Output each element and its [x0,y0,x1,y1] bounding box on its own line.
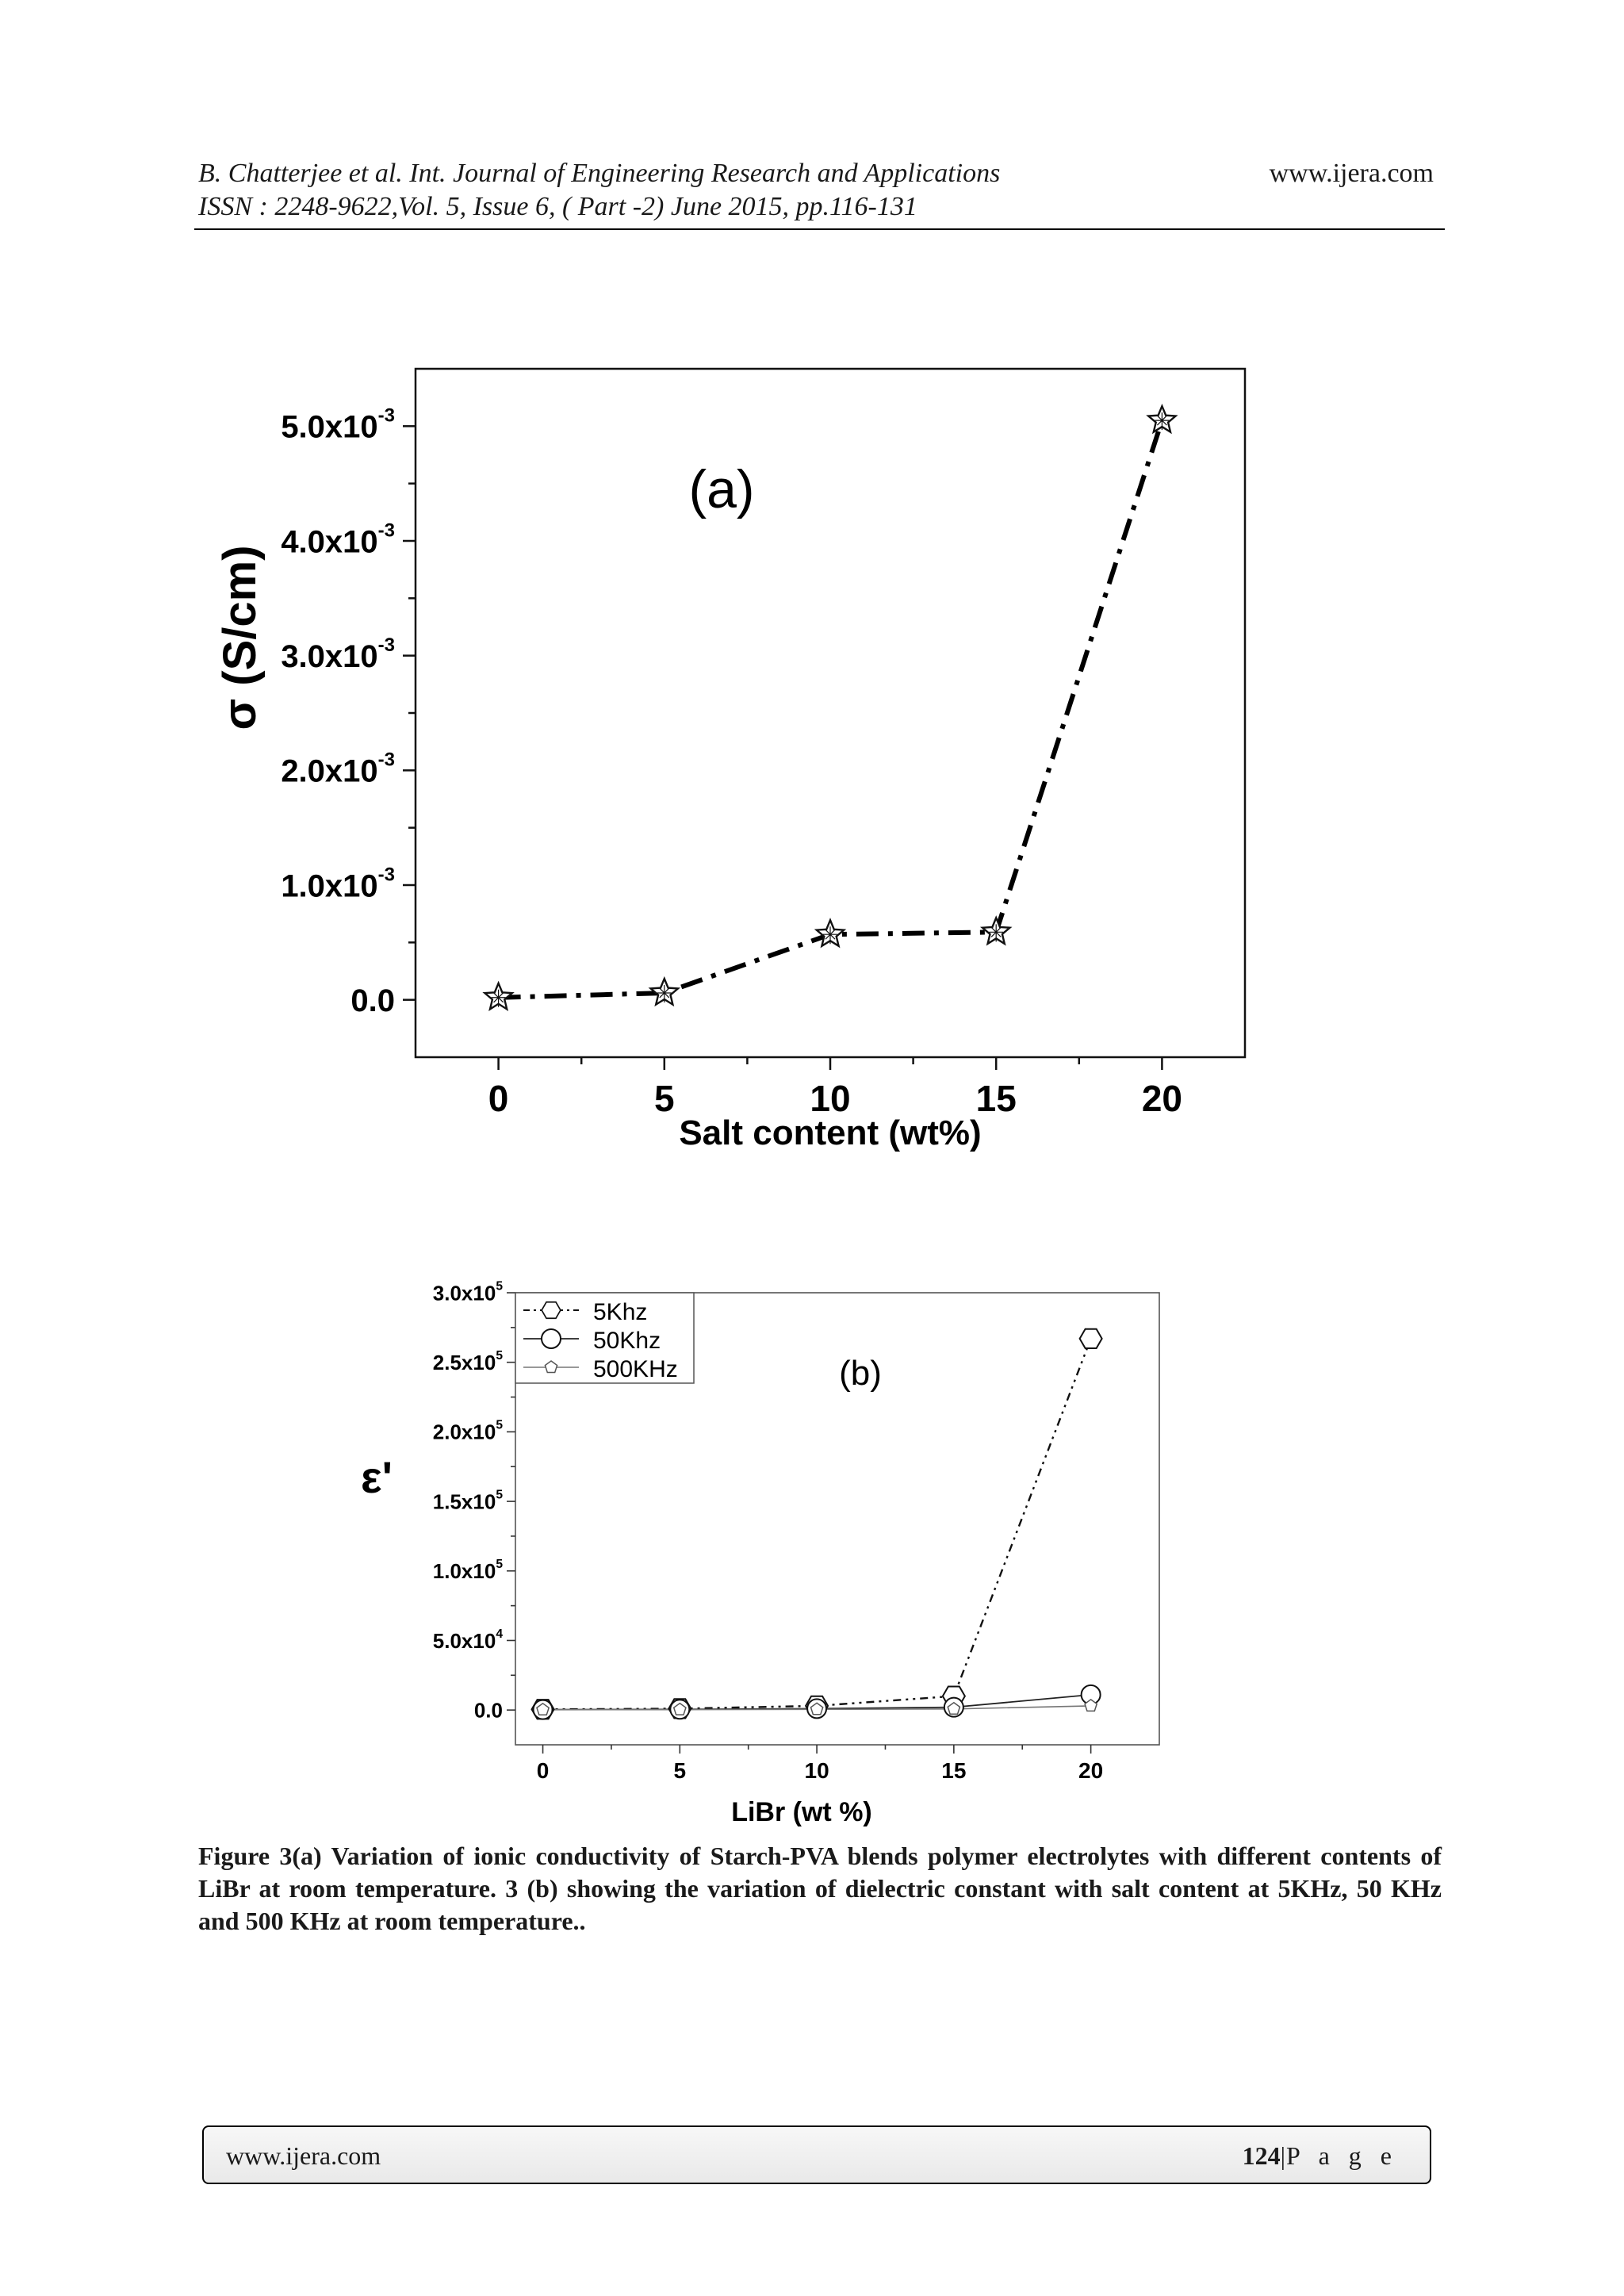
data-point-star [817,920,844,946]
chart-a-frame [416,369,1245,1057]
data-point-star [982,918,1009,944]
chart-a-panel-label: (a) [688,459,755,519]
legend-500khz-label: 500KHz [593,1356,678,1382]
legend-50khz-label: 50Khz [593,1328,661,1354]
chart-b [361,1279,1159,1827]
y-tick-label: $2.0x10^{-3}$ [281,749,395,789]
x-tick-label: 15 [941,1758,967,1783]
data-point-hexagon [1080,1329,1102,1348]
legend-5khz-marker [542,1302,561,1319]
x-tick-label: 5 [654,1078,675,1119]
data-point-star [651,979,678,1005]
y-tick-label: $1.0x10^5$ [432,1558,503,1584]
page-word: P a g e [1285,2141,1398,2170]
x-tick-label: 10 [804,1758,829,1783]
data-point-star [1148,406,1175,432]
page-number: 124 [1242,2141,1281,2170]
x-tick-label: 5 [673,1758,687,1783]
chart-b-markers [532,1329,1102,1719]
y-tick-label: $2.5x10^5$ [432,1349,503,1375]
chart-b-legend [515,1293,694,1383]
chart-b-ylabel: ε' [361,1452,393,1502]
page-footer [202,2125,1431,2184]
chart-a-xlabel: Salt content (wt%) [679,1114,982,1152]
header-issn-line: ISSN : 2248-9622,Vol. 5, Issue 6, ( Part -2) June 2015, pp.116-131 [198,192,917,221]
y-tick-label: $2.0x10^5$ [432,1418,503,1444]
header-journal-line: B. Chatterjee et al. Int. Journal of Engineering Research and Applications [198,159,1001,188]
footer-website: www.ijera.com [226,2141,381,2170]
y-tick-label: $4.0x10^{-3}$ [281,519,395,560]
y-tick-label: $1.0x10^{-3}$ [281,864,395,904]
chart-b-series-5khz-line [543,1339,1091,1709]
x-tick-label: 20 [1141,1078,1182,1119]
x-tick-label: 15 [975,1078,1017,1119]
chart-b-xlabel: LiBr (wt %) [731,1797,872,1827]
chart-a-series-line [499,420,1162,998]
page-separator: | [1280,2141,1286,2170]
y-tick-label: 0.0 [473,1698,503,1723]
chart-a [214,369,1245,1152]
x-tick-label: 10 [810,1078,851,1119]
chart-a-markers [485,406,1175,1009]
x-tick-label: 0 [488,1078,509,1119]
data-point-star [485,983,511,1010]
figure-caption: Figure 3(a) Variation of ionic conductivity of Starch-PVA blends polymer electrolytes with different contents of LiBr at room temperature. 3 (b) showing the variation of dielectric constant with salt content at 5KHz, 50 KHz and 500 KHz at room temperature.. [198,1842,1442,1935]
x-tick-label: 0 [536,1758,550,1783]
legend-50khz-marker [542,1329,561,1348]
y-tick-label: $3.0x10^5$ [432,1279,503,1305]
x-tick-label: 20 [1078,1758,1104,1783]
y-tick-label: $5.0x10^4$ [432,1627,503,1653]
chart-a-ylabel: σ (S/cm) [214,545,266,730]
chart-b-panel-label: (b) [839,1354,882,1393]
y-tick-label: $5.0x10^{-3}$ [281,404,395,445]
legend-5khz-label: 5Khz [593,1299,648,1325]
header-website: www.ijera.com [1269,159,1434,188]
footer-page [1243,2141,1398,2171]
y-tick-label: $3.0x10^{-3}$ [281,634,395,675]
y-tick-label: $1.5x10^5$ [432,1488,503,1514]
y-tick-label: 0.0 [350,983,395,1019]
